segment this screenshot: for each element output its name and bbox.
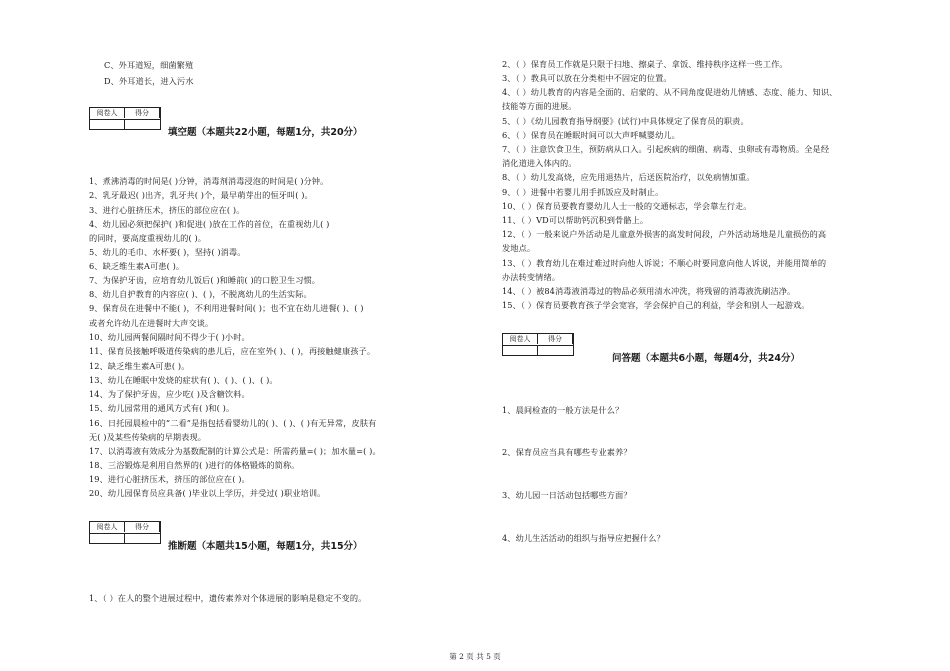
list-item: 无( )及某些传染病的早期表现。 bbox=[89, 432, 207, 442]
list-item: 15、幼儿园常用的通风方式有( )和( )。 bbox=[89, 403, 235, 413]
list-item: 2、（ ）保育员工作就是只限于扫地、擦桌子、拿饭、维持秩序这样一些工作。 bbox=[502, 59, 788, 69]
list-item: 16、日托园晨检中的“二看”是指包括看婴幼儿的( )、( )、( )有无异常，皮肤有 bbox=[89, 418, 377, 428]
list-item: 12、（ ）一般来说户外活动是儿童意外损害的高发时间段，户外活动场地是儿童损伤的高 bbox=[502, 229, 827, 239]
list-item: 14、为了保护牙齿，应少吃( )及含糖饮料。 bbox=[89, 389, 250, 399]
list-item: 1、煮沸消毒的时间是( )分钟，消毒剂消毒浸泡的时间是( )分钟。 bbox=[89, 176, 329, 186]
list-item: 1、晨间检查的一般方法是什么？ bbox=[502, 405, 624, 415]
option-c: C、外耳道短，细菌繁殖 bbox=[104, 60, 194, 70]
score-label: 得分 bbox=[125, 522, 160, 532]
reviewer-label: 阅卷人 bbox=[90, 522, 125, 532]
true-false-heading: 推断题（本题共15小题，每题1分，共15分） bbox=[168, 541, 363, 552]
score-box bbox=[89, 107, 161, 130]
list-item: 消化道进入体内的。 bbox=[502, 158, 577, 168]
list-item: 7、为保护牙齿，应培育幼儿饭后( )和睡前( )的口腔卫生习惯。 bbox=[89, 275, 321, 285]
list-item: 4、幼儿园必须把保护( )和促进( )放在工作的首位，在重视幼儿( ) bbox=[89, 219, 330, 229]
list-item: 1、（ ）在人的整个进展过程中，遗传素养对个体进展的影响是稳定不变的。 bbox=[89, 593, 367, 603]
list-item: 9、（ ）进餐中若婴儿用手抓饭应及时制止。 bbox=[502, 187, 664, 197]
reviewer-label: 阅卷人 bbox=[503, 334, 538, 344]
list-item: 14、（ ）被84消毒液消毒过的物品必须用清水冲洗，将残留的消毒液洗刷洁净。 bbox=[502, 286, 796, 296]
page-footer: 第 2 页 共 5 页 bbox=[449, 652, 501, 661]
list-item: 5、（ ）《幼儿园教育指导纲要》(试行)中具体规定了保育员的职责。 bbox=[502, 116, 749, 126]
score-box bbox=[502, 333, 574, 356]
list-item: 3、幼儿园一日活动包括哪些方面？ bbox=[502, 490, 632, 500]
list-item: 13、（ ）教育幼儿在难过难过时向他人诉说；不顺心时要同意向他人诉说，并能用简单的 bbox=[502, 258, 827, 268]
list-item: 2、乳牙最迟( )出齐，乳牙共( )个，最早萌芽出的恒牙叫( )。 bbox=[89, 190, 313, 200]
list-item: 20、幼儿园保育员应具备( )毕业以上学历，并受过( )职业培训。 bbox=[89, 488, 326, 498]
list-item: 12、缺乏维生素A可患( )。 bbox=[89, 361, 190, 371]
list-item: 10、（ ）保育员要教育婴幼儿人士一般的交通标志，学会靠左行走。 bbox=[502, 201, 752, 211]
list-item: 3、进行心脏挤压术，挤压的部位应在( )。 bbox=[89, 205, 245, 215]
score-label: 得分 bbox=[538, 334, 573, 344]
list-item: 10、幼儿园两餐间隔时间不得少于( )小时。 bbox=[89, 332, 250, 342]
fill-blank-heading: 填空题（本题共22小题，每题1分，共20分） bbox=[168, 127, 363, 138]
list-item: 15、（ ）保育员要教育孩子学会宽容，学会保护自己的利益，学会和别人一起游戏。 bbox=[502, 300, 810, 310]
list-item: 18、三浴锻炼是利用自然界的( )进行的体格锻炼的简称。 bbox=[89, 460, 300, 470]
list-item: 8、幼儿自护教育的内容应( )、( )，不脱离幼儿的生活实际。 bbox=[89, 289, 312, 299]
list-item: 13、幼儿在睡眠中发烧的症状有( )、( )、( )、( )。 bbox=[89, 375, 278, 385]
option-d: D、外耳道长，进入污水 bbox=[104, 76, 194, 86]
list-item: 4、（ ）幼儿教育的内容是全面的、启蒙的、从不同角度促进幼儿情感、态度、能力、知识、 bbox=[502, 87, 838, 97]
list-item: 17、以消毒液有效成分为基数配制的计算公式是：所需药量=( )；加水量=( )。 bbox=[89, 446, 381, 456]
list-item: 6、（ ）保育员在睡眠时间可以大声呼喊婴幼儿。 bbox=[502, 130, 680, 140]
list-item: 11、保育员接触呼吸道传染病的患儿后，应在室外( )、( )，再接触健康孩子。 bbox=[89, 346, 376, 356]
list-item: 9、保育员在进餐中不能( )，不利用进餐时间( )；也不宜在幼儿进餐( )、( ) bbox=[89, 303, 364, 313]
list-item: 11、（ ）VD可以帮助钙沉积到骨骼上。 bbox=[502, 215, 649, 225]
list-item: 5、幼儿的毛巾、水杯要( )，坚持( )消毒。 bbox=[89, 247, 246, 257]
score-label: 得分 bbox=[125, 108, 160, 118]
list-item: 2、保育员应当具有哪些专业素养？ bbox=[502, 447, 632, 457]
list-item: 发地点。 bbox=[502, 243, 536, 253]
list-item: 19、进行心脏挤压术，挤压的部位应在( )。 bbox=[89, 474, 250, 484]
qa-heading: 问答题（本题共6小题，每题4分，共24分） bbox=[612, 353, 800, 364]
list-item: 或者允许幼儿在进餐时大声交谈。 bbox=[89, 318, 214, 328]
list-item: 8、（ ）幼儿发高烧，应先用退热片，后送医院治疗，以免病情加重。 bbox=[502, 172, 755, 182]
list-item: 技能等方面的进展。 bbox=[502, 101, 577, 111]
list-item: 3、（ ）教具可以放在分类柜中不固定的位置。 bbox=[502, 73, 672, 83]
list-item: 6、缺乏维生素A可患( )。 bbox=[89, 261, 185, 271]
list-item: 7、（ ）注意饮食卫生，预防病从口入。引起疾病的细菌、病毒、虫卵或有毒物质。全是经 bbox=[502, 144, 830, 154]
list-item: 办法转变情绪。 bbox=[502, 272, 561, 282]
list-item: 4、幼儿生活活动的组织与指导应把握什么？ bbox=[502, 533, 665, 543]
reviewer-label: 阅卷人 bbox=[90, 108, 125, 118]
list-item: 的同时，要高度重视幼儿的( )。 bbox=[89, 233, 207, 243]
score-box bbox=[89, 521, 161, 544]
